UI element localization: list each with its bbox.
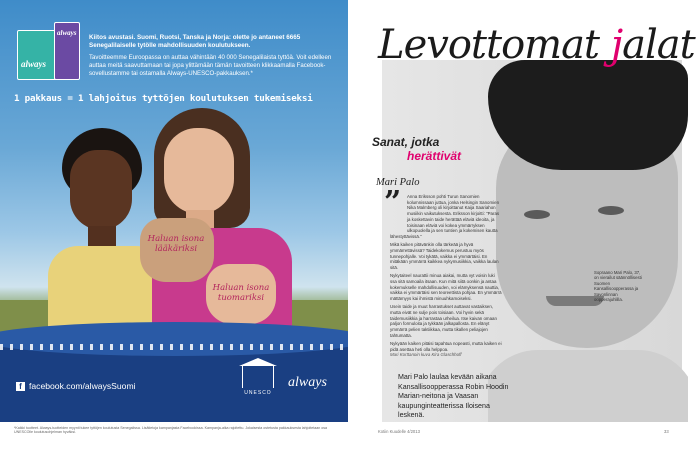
subtitle-line-2: herättivät bbox=[407, 149, 462, 163]
title-main: Levottomat bbox=[378, 22, 611, 68]
facebook-icon: f bbox=[16, 382, 25, 391]
unesco-label: UNESCO bbox=[244, 390, 272, 396]
body-paragraph: lähestyttävissä." bbox=[390, 234, 422, 239]
unesco-temple-icon bbox=[242, 365, 274, 388]
title-tail: alat bbox=[622, 22, 695, 68]
body-paragraph: Nykyään kaiken pitäisi tapahtua nopeasti, mutta kaiken ei pidä asettaa heti olla helppoa. bbox=[390, 340, 502, 352]
photo-credit: Mari Korttanoin kuva Kira Glaschhoff bbox=[390, 352, 462, 357]
girl-right-face bbox=[164, 128, 234, 214]
portrait-eye-left bbox=[524, 210, 550, 219]
photo-caption: Sopraano Mari Palo, 37, on vierailut säännöllisesti Suomen Kansallisoopperassa ja Savonlinnan oopperajuhlilla. bbox=[594, 270, 642, 303]
ad-fine-print: *Kaikki tuotteet. Always-tuotteiden myynti tukee tyttöjen koulutusta Senegalissa. Lisätietoja kampanjasta Facebookissa. Kampanja-aika rajoitettu. Jokaisesta ostetusta pakkauksesta lahjoitetaan osa UNESCOlle koulutusohjelman hyväksi. bbox=[14, 426, 328, 435]
ad-body: Tavoitteemme Euroopassa on auttaa vähintään 40 000 Senegalilaista tyttöä. Voit edelleen auttaa meitä saavuttamaan tai jopa ylittämään tämän tavoitteen klikkaamalla Facebook-sovellustamme tai ostamalla Always-UNESCO-pakkauksen.* bbox=[89, 54, 332, 77]
brand-logo: always bbox=[288, 375, 327, 390]
portrait-hair bbox=[488, 60, 688, 170]
girl-left-face bbox=[70, 150, 132, 230]
facebook-url: facebook.com/alwaysSuomi bbox=[29, 381, 136, 391]
product-pack-2 bbox=[54, 22, 80, 80]
portrait-shoulders bbox=[488, 350, 688, 422]
pull-quote: Mari Palo laulaa kevään aikana Kansallisoopperassa Robin Hoodin Marian-neitona ja Vaasan kaupunginteatterissa Iloisena leskenä. bbox=[398, 373, 509, 420]
advertisement-page bbox=[0, 0, 348, 422]
product-logo-2: always bbox=[57, 29, 77, 37]
hand-writing-2: Haluan isona tuomariksi bbox=[212, 283, 270, 303]
subtitle-line-1: Sanat, jotka bbox=[372, 135, 440, 149]
ad-headline: Kiitos avustasi. Suomi, Ruotsi, Tanska ja Norja: olette jo antaneet 6665 Senegalilaiselle tytölle mahdollisuuden koulutukseen. bbox=[89, 34, 301, 50]
article-title bbox=[378, 22, 695, 68]
portrait-photo bbox=[488, 60, 688, 422]
unesco-logo bbox=[238, 365, 278, 396]
quote-mark: ” bbox=[384, 185, 402, 220]
article-body bbox=[390, 234, 502, 355]
facebook-link[interactable] bbox=[16, 381, 136, 391]
article-lead: Anna Eriksson pohti Turun Sanomien kolumnissaan juttua, jonka Helsingin Sanomien Nika Malmberg oli kirjoittanut Kaija Saariahon musiikin vaikutuksesta. Eriksson kirjoitti: "Paras ja koskettavin taide herättää eläviä ideoita, ja toisinaan eläviä voi kokea ymmärryksen ulkopuolella ja sen tuntien ja kokemisen kautta bbox=[407, 194, 500, 234]
portrait-eye-right bbox=[598, 206, 624, 215]
article-page bbox=[348, 0, 696, 450]
wave-decoration bbox=[0, 322, 348, 356]
title-accent: j bbox=[610, 22, 623, 68]
body-paragraph: Usein taide ja muut harrastukset auttavat vastaiksen, mutta eivät ne sulje pois toisiaan. Voi hyvin sekä taidemusiikkia ja harrastaa urheilua. Itse kaivan omaan paljon formuloita ja tykkään jalkapallosta. En elänyt ymmärrä pelien taktiikkaa, mutta tikallen peliajojen tahtumatta. bbox=[390, 304, 497, 338]
body-paragraph: Nykytaiteel naurattii minua aiakai, mutta vyt voisin luki ssa sitä samoaila itsaan. Kun mitä siitä oonkin ja antaa kokemukselle mahdollisuuden, voi elämyksensä nauttia, vaikka ei ymmärtäisi sen teoreettista pohjaa. En ymmärrä mättämyys kai ihmistä minuuhkamoiseksi. bbox=[390, 273, 502, 302]
hand-writing-1: Haluan isona lääkäriksi bbox=[147, 234, 205, 254]
dotted-decoration bbox=[0, 344, 348, 350]
article-author: Mari Palo bbox=[376, 177, 420, 188]
product-pack bbox=[17, 30, 58, 80]
product-logo: always bbox=[21, 59, 47, 69]
magazine-folio: Kotiin Kuudelle 4/2013 bbox=[378, 429, 420, 434]
page-number: 33 bbox=[664, 429, 669, 434]
body-paragraph: Mikä kaiken pitävänkin olla tärkeää ja hyvä ymmärrettävissä? Taidekokemus perustuu myös tunnepohjalle. Voi tykätä, vaikka ei ymmärtäisi. En mitäkään ymmärrä kaikkea nykymusiikkia, vaikka laulan sitä. bbox=[390, 242, 499, 271]
ad-slogan: 1 pakkaus = 1 lahjoitus tyttöjen koulutuksen tukemiseksi bbox=[14, 93, 313, 104]
